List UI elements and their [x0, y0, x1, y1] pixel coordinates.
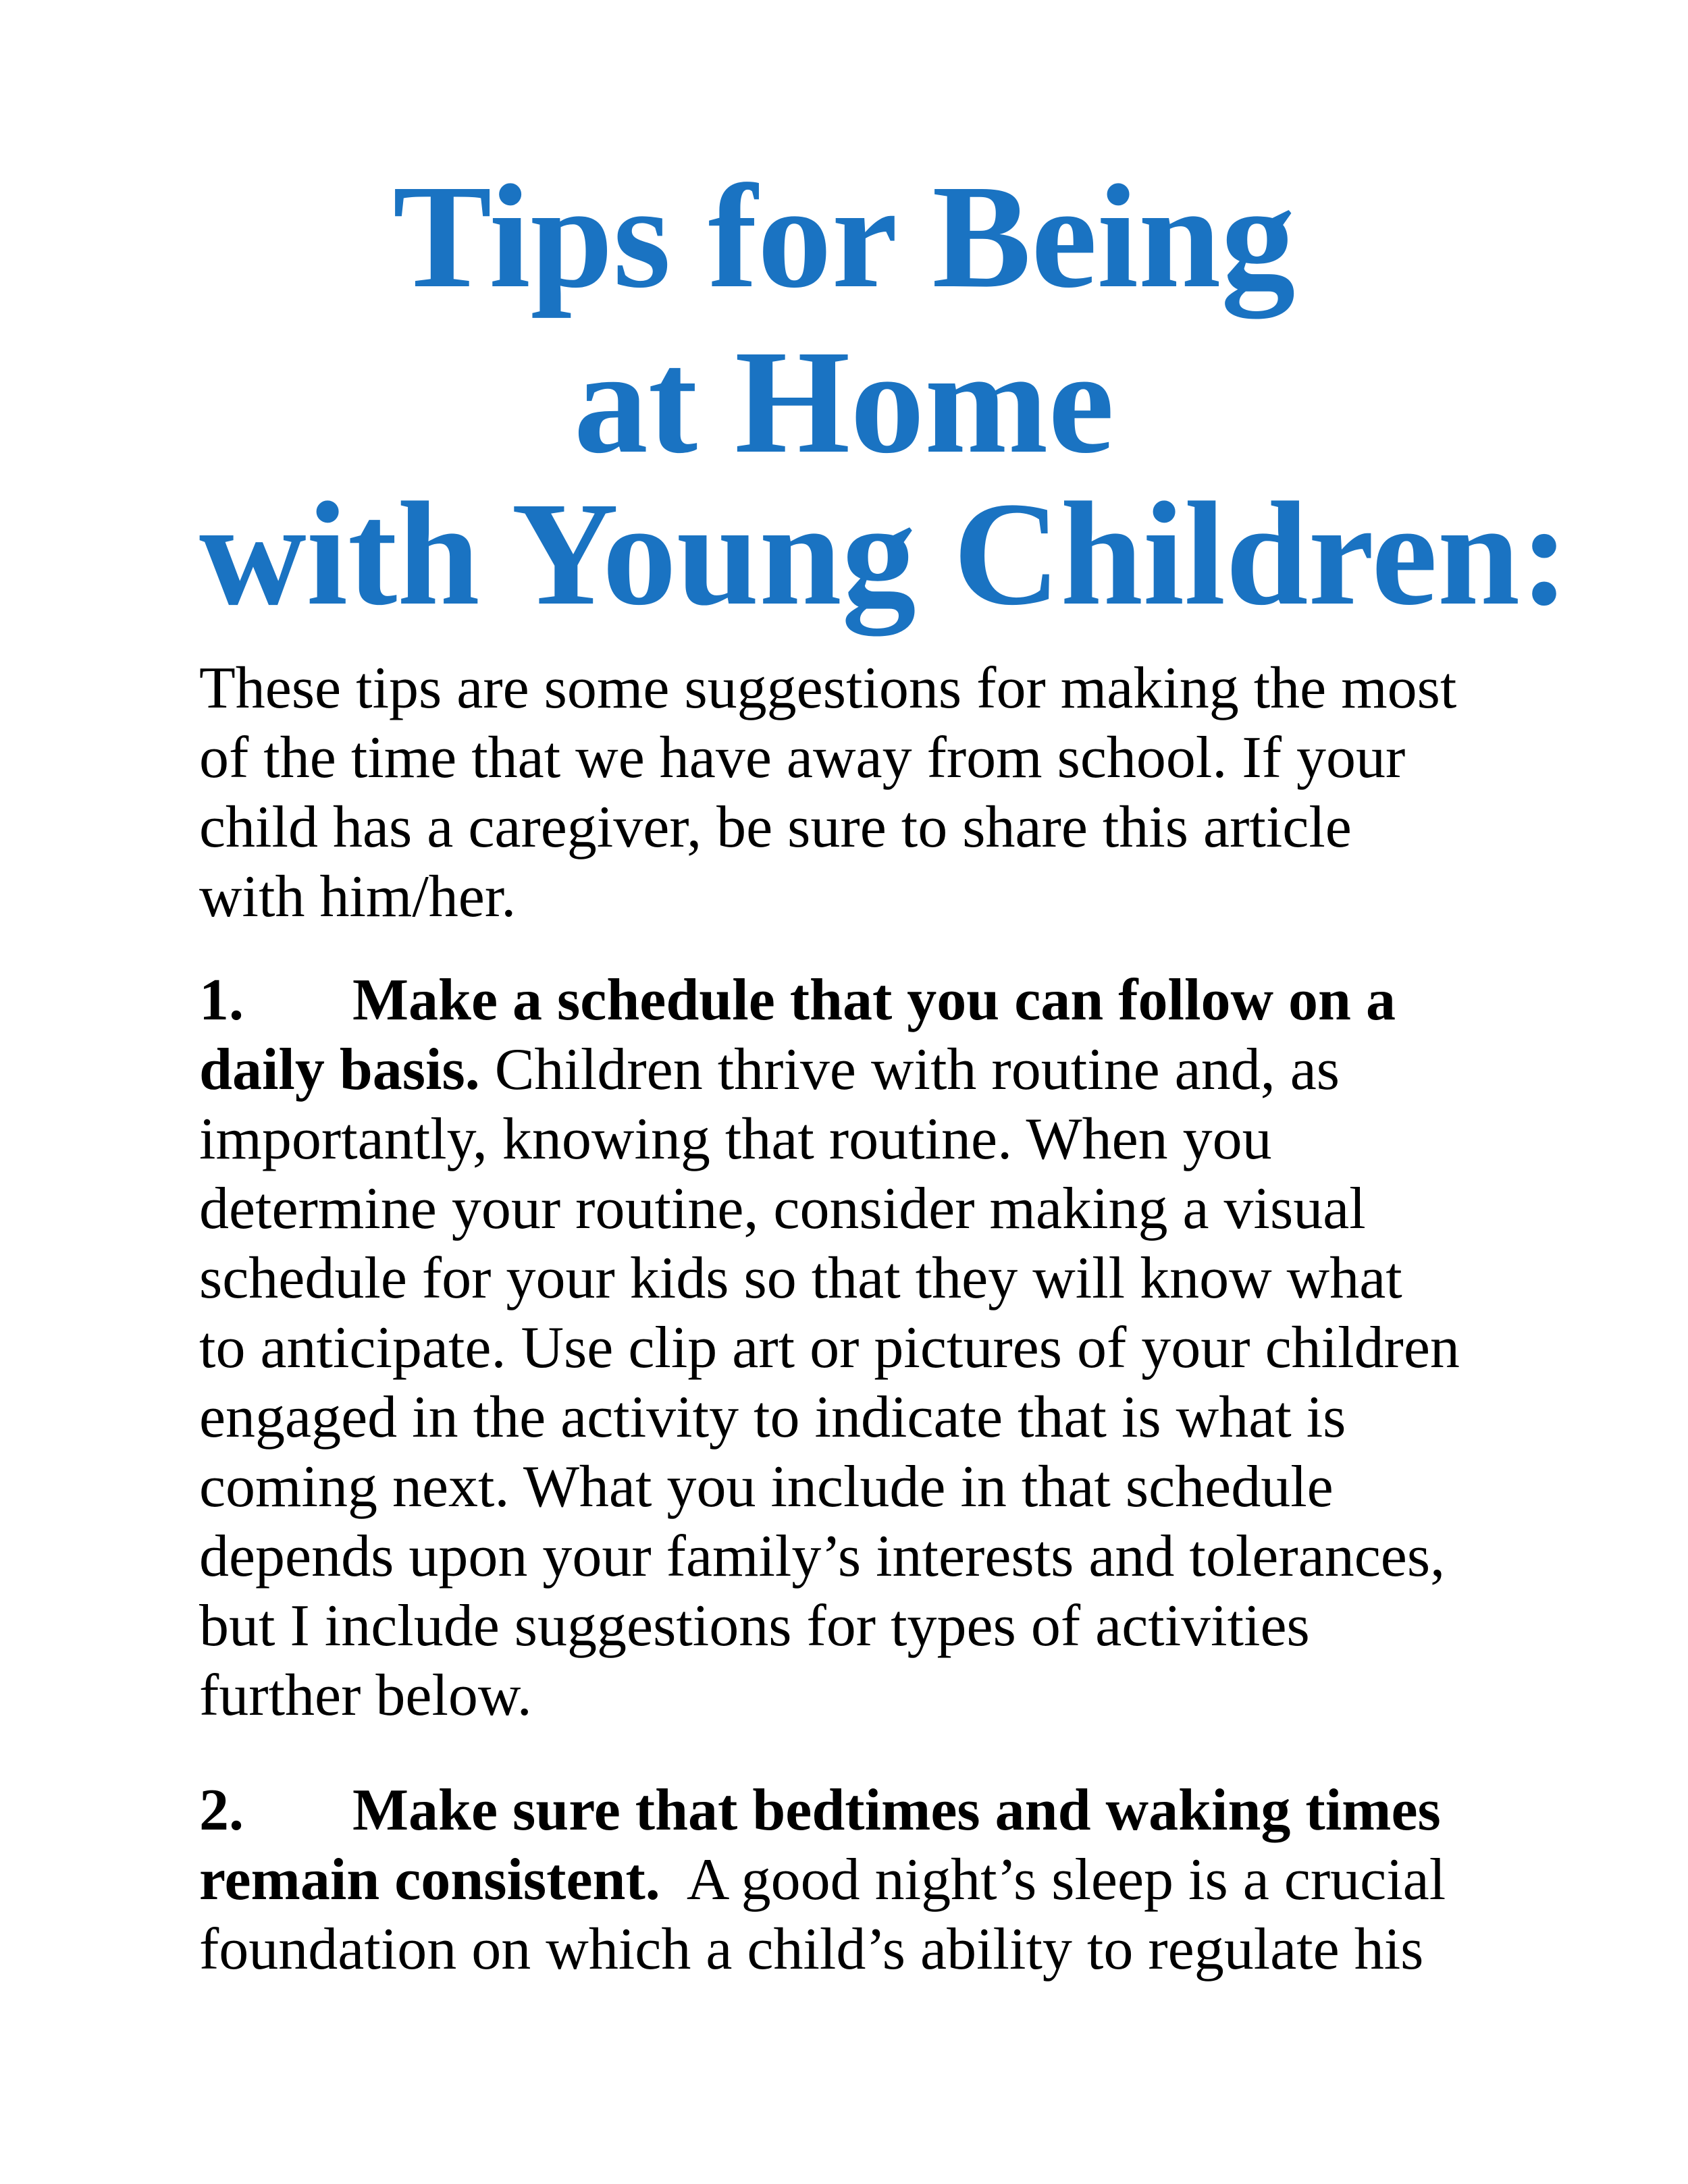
tip-text: A good night’s sleep is a crucial — [660, 1847, 1446, 1913]
tip-line: to anticipate. Use clip art or pictures of your children — [199, 1315, 1460, 1381]
intro-line: child has a caregiver, be sure to share this article — [199, 795, 1352, 860]
intro-paragraph — [199, 654, 1502, 932]
tip-line: determine your routine, consider making a visual — [199, 1176, 1366, 1242]
tip-number: 2. — [199, 1778, 244, 1843]
tip-line: further below. — [199, 1663, 532, 1728]
tip-heading-line — [199, 1845, 1502, 1915]
tip-line: but I include suggestions for types of activities — [199, 1593, 1310, 1659]
tip-heading-line — [199, 965, 1502, 1035]
tip-text: Children thrive with routine and, as — [479, 1037, 1340, 1102]
tip-heading-line — [199, 1035, 1502, 1104]
intro-line: of the time that we have away from school. If your — [199, 725, 1406, 791]
tip-heading: Make a schedule that you can follow on a — [352, 967, 1396, 1033]
tip-item-1 — [199, 965, 1502, 1730]
title-line-2: at Home — [573, 319, 1115, 484]
intro-line: with him/her. — [199, 864, 517, 930]
tip-line: foundation on which a child’s ability to regulate his — [199, 1917, 1424, 1982]
tip-line: importantly, knowing that routine. When you — [199, 1107, 1272, 1172]
tip-heading-end: daily basis. — [199, 1037, 480, 1102]
tip-heading: Make sure that bedtimes and waking times — [352, 1778, 1441, 1843]
tip-number: 1. — [199, 967, 244, 1033]
title-line-1: Tips for Being — [392, 154, 1296, 319]
tip-line: coming next. What you include in that schedule — [199, 1454, 1334, 1520]
tip-item-2 — [199, 1776, 1502, 1984]
tip-line: engaged in the activity to indicate that is what is — [199, 1385, 1346, 1450]
title-line-3: with Young Children: — [199, 471, 1570, 636]
tip-heading-end: remain consistent. — [199, 1847, 660, 1913]
intro-line: These tips are some suggestions for making the most — [199, 656, 1457, 721]
tip-heading-line — [199, 1776, 1502, 1845]
tip-line: schedule for your kids so that they will know what — [199, 1246, 1402, 1311]
tip-line: depends upon your family’s interests and tolerances, — [199, 1524, 1446, 1589]
